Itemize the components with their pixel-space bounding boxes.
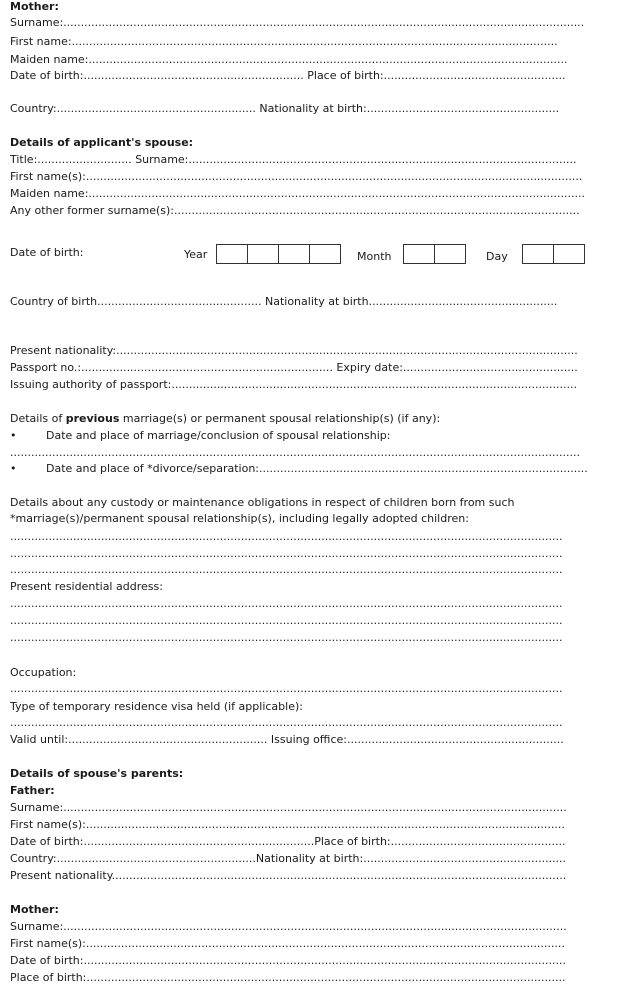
year-digit-box[interactable] [216,244,248,264]
visa-type-line[interactable]: .............................................................................................................................................................. [10,716,563,729]
custody-text-line-1: Details about any custody or maintenance obligations in respect of children born from such [10,496,515,509]
spouse-issuing-authority-field[interactable]: Issuing authority of passport:.................................................................................................................... [10,378,577,391]
spouse-dob-label: Date of birth: [10,246,84,259]
year-label: Year [184,248,208,261]
spouse-former-surname-field[interactable]: Any other former surname(s):.................................................................................................................... [10,204,580,217]
spouse-mother-dob-field[interactable]: Date of birth:.......................................................................................................................................... [10,954,566,967]
spouse-first-names-field[interactable]: First name(s):.............................................................................................................................................. [10,170,583,183]
year-digit-box[interactable] [309,244,341,264]
residential-address-label: Present residential address: [10,580,163,593]
marriage-place-line[interactable]: ................................................................................................................................................................... [10,446,580,459]
father-country-nationality-field[interactable]: Country:.........................................................Nationality at birth:.......................................................... [10,852,567,865]
year-digit-box[interactable] [247,244,279,264]
month-digit-box[interactable] [403,244,435,264]
mother-heading: Mother: [10,0,59,13]
spouse-mother-place-field[interactable]: Place of birth:......................................................................................................................................... [10,971,566,984]
custody-line[interactable]: .............................................................................................................................................................. [10,563,563,576]
custody-line[interactable]: .............................................................................................................................................................. [10,547,563,560]
valid-until-field[interactable]: Valid until:......................................................... Issuing office:.............................................................. [10,733,564,746]
spouse-parents-heading: Details of spouse's parents: [10,767,184,780]
spouse-title-surname-field[interactable]: Title:........................... Surname:............................................................................................................... [10,153,577,166]
address-line[interactable]: .............................................................................................................................................................. [10,631,563,644]
year-boxes[interactable] [216,244,341,264]
custody-text-line-2: *marriage(s)/permanent spousal relationship(s), including legally adopted children: [10,512,469,525]
spouse-heading: Details of applicant's spouse: [10,136,194,149]
custody-line[interactable]: .............................................................................................................................................................. [10,530,563,543]
spouse-mother-first-names-field[interactable]: First name(s):......................................................................................................................................... [10,937,565,950]
day-digit-box[interactable] [553,244,585,264]
occupation-line[interactable]: .............................................................................................................................................................. [10,682,563,695]
occupation-label: Occupation: [10,666,77,679]
visa-type-label: Type of temporary residence visa held (if applicable): [10,700,303,713]
day-label: Day [486,250,508,263]
previous-marriage-heading: Details of previous marriage(s) or permanent spousal relationship(s) (if any): [10,412,441,425]
divorce-place-field[interactable]: • Date and place of *divorce/separation:.............................................................................................. [10,462,588,475]
month-boxes[interactable] [403,244,466,264]
spouse-present-nationality-field[interactable]: Present nationality:.................................................................................................................................... [10,344,578,357]
mother-maiden-name-field[interactable]: Maiden name:......................................................................................................................................... [10,53,568,66]
spouse-mother-surname-field[interactable]: Surname:................................................................................................................................................ [10,920,567,933]
mother-dob-place-field[interactable]: Date of birth:............................................................... Place of birth:.................................................... [10,69,566,82]
month-digit-box[interactable] [434,244,466,264]
day-digit-box[interactable] [522,244,554,264]
father-present-nationality-field[interactable]: Present nationality.................................................................................................................................. [10,869,567,882]
spouse-country-nationality-field[interactable]: Country of birth............................................... Nationality at birth...................................................... [10,295,558,308]
address-line[interactable]: .............................................................................................................................................................. [10,597,563,610]
day-boxes[interactable] [522,244,585,264]
month-label: Month [357,250,392,263]
spouse-maiden-name-field[interactable]: Maiden name:.............................................................................................................................................. [10,187,585,200]
father-heading: Father: [10,784,55,797]
father-dob-place-field[interactable]: Date of birth:..................................................................Place of birth:.................................................. [10,835,566,848]
father-first-names-field[interactable]: First name(s):......................................................................................................................................... [10,818,565,831]
father-surname-field[interactable]: Surname:................................................................................................................................................ [10,801,567,814]
marriage-place-item: • Date and place of marriage/conclusion of spousal relationship: [10,429,391,442]
year-digit-box[interactable] [278,244,310,264]
mother-surname-field[interactable]: Surname:..................................................................................................................................................... [10,16,585,29]
mother-first-name-field[interactable]: First name:........................................................................................................................................... [10,35,558,48]
mother-country-nationality-field[interactable]: Country:......................................................... Nationality at birth:....................................................... [10,102,560,115]
address-line[interactable]: .............................................................................................................................................................. [10,614,563,627]
spouse-mother-heading: Mother: [10,903,59,916]
spouse-passport-field[interactable]: Passport no.:........................................................................ Expiry date:.................................................. [10,361,578,374]
